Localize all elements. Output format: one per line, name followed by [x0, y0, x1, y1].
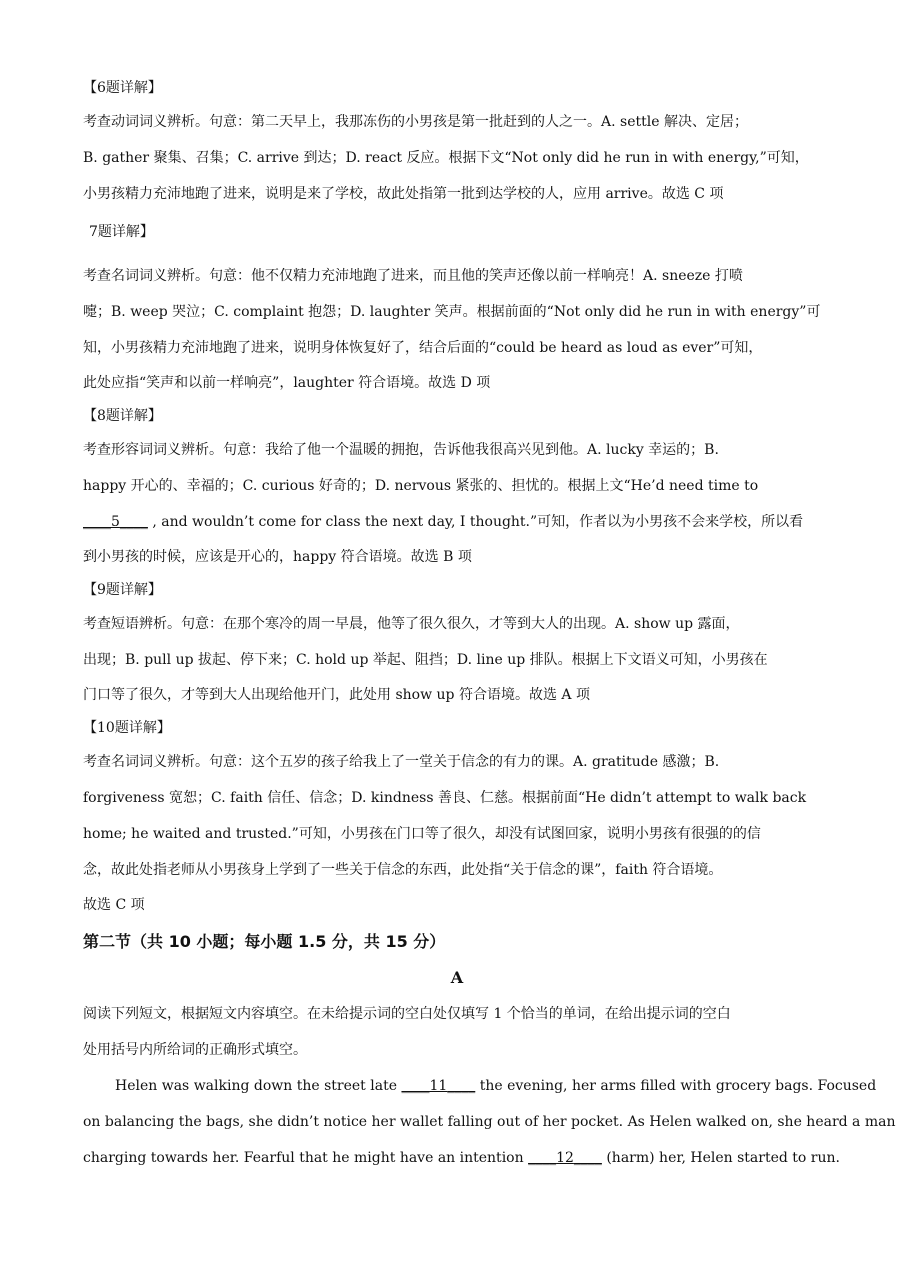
q8-header: 【8题详解】 — [83, 408, 162, 424]
q7-line-3: 知，小男孩精力充沛地跑了进来，说明身体恢复好了，结合后面的“could be heard as loud as ever”可知， — [83, 340, 763, 356]
part-label: A — [450, 968, 464, 987]
q7-line-2: 嚏；B. weep 哭泣；C. complaint 抱怨；D. laughter 笑声。根据前面的“Not only did he run in with energy”可 — [83, 304, 821, 320]
q9-line-3: 门口等了很久，才等到大人出现给他开门，此处用 show up 符合语境。故选 A 项 — [83, 687, 590, 703]
q9-line-1: 考查短语辨析。句意：在那个寒冷的周一早晨，他等了很久很久，才等到大人的出现。A. show up 露面， — [83, 616, 740, 632]
q7-line-1: 考查名词词义辨析。句意：他不仅精力充沛地跑了进来，而且他的笑声还像以前一样响亮！A. sneeze 打喷 — [83, 268, 743, 284]
q6-header: 【6题详解】 — [83, 80, 162, 96]
passage-line-3: charging towards her. Fearful that he might have an intention ____12____ (harm) her, Helen started to run. — [83, 1150, 840, 1166]
q10-header: 【10题详解】 — [83, 720, 171, 736]
q8-line-3 — [83, 504, 831, 540]
q8-line-3-text: , and wouldn’t come for class the next day, I thought.”可知，作者以为小男孩不会来学校，所以看 — [147, 514, 804, 530]
blank-5: ____5____ — [83, 514, 148, 530]
instruction-line-1: 阅读下列短文，根据短文内容填空。在未给提示词的空白处仅填写 1 个恰当的单词，在给出提示词的空白 — [83, 1006, 731, 1022]
q7-line-4: 此处应指“笑声和以前一样响亮”，laughter 符合语境。故选 D 项 — [83, 375, 491, 391]
q8-line-1: 考查形容词词义辨析。句意：我给了他一个温暖的拥抱，告诉他我很高兴见到他。A. lucky 幸运的；B. — [83, 442, 719, 458]
q8-line-4: 到小男孩的时候，应该是开心的，happy 符合语境。故选 B 项 — [83, 549, 472, 565]
q10-line-1: 考查名词词义辨析。句意：这个五岁的孩子给我上了一堂关于信念的有力的课。A. gratitude 感激；B. — [83, 754, 720, 770]
blank-11: ____11____ — [401, 1078, 476, 1094]
q9-line-2: 出现；B. pull up 拔起、停下来；C. hold up 举起、阻挡；D. line up 排队。根据上下文语义可知，小男孩在 — [83, 652, 768, 668]
q10-line-4: 念，故此处指老师从小男孩身上学到了一些关于信念的东西，此处指“关于信念的课”，faith 符合语境。 — [83, 862, 723, 878]
passage-line-2: on balancing the bags, she didn’t notice her wallet falling out of her pocket. As Helen walked on, she heard a man — [83, 1114, 896, 1130]
q7-header: 7题详解】 — [89, 224, 154, 240]
q9-header: 【9题详解】 — [83, 582, 162, 598]
passage-line-1: Helen was walking down the street late ____11____ the evening, her arms filled with grocery bags. Focused — [115, 1078, 877, 1094]
instruction-line-2: 处用括号内所给词的正确形式填空。 — [83, 1042, 307, 1058]
blank-12: ____12____ — [528, 1150, 602, 1166]
q10-line-3: home; he waited and trusted.”可知，小男孩在门口等了很久，却没有试图回家，说明小男孩有很强的的信 — [83, 826, 761, 842]
q6-line-1: 考查动词词义辨析。句意：第二天早上，我那冻伤的小男孩是第一批赶到的人之一。A. settle 解决、定居； — [83, 114, 748, 130]
q6-line-2: B. gather 聚集、召集；C. arrive 到达；D. react 反应。根据下文“Not only did he run in with energy,”可知， — [83, 150, 809, 166]
q8-line-2: happy 开心的、幸福的；C. curious 好奇的；D. nervous 紧张的、担忧的。根据上文“He’d need time to — [83, 478, 759, 494]
q10-line-2: forgiveness 宽恕；C. faith 信任、信念；D. kindness 善良、仁慈。根据前面“He didn’t attempt to walk back — [83, 790, 807, 806]
section-title: 第二节（共 10 小题；每小题 1.5 分，共 15 分） — [83, 932, 446, 951]
q10-line-5: 故选 C 项 — [83, 897, 145, 913]
q6-line-3: 小男孩精力充沛地跑了进来，说明是来了学校，故此处指第一批到达学校的人，应用 arrive。故选 C 项 — [83, 186, 724, 202]
